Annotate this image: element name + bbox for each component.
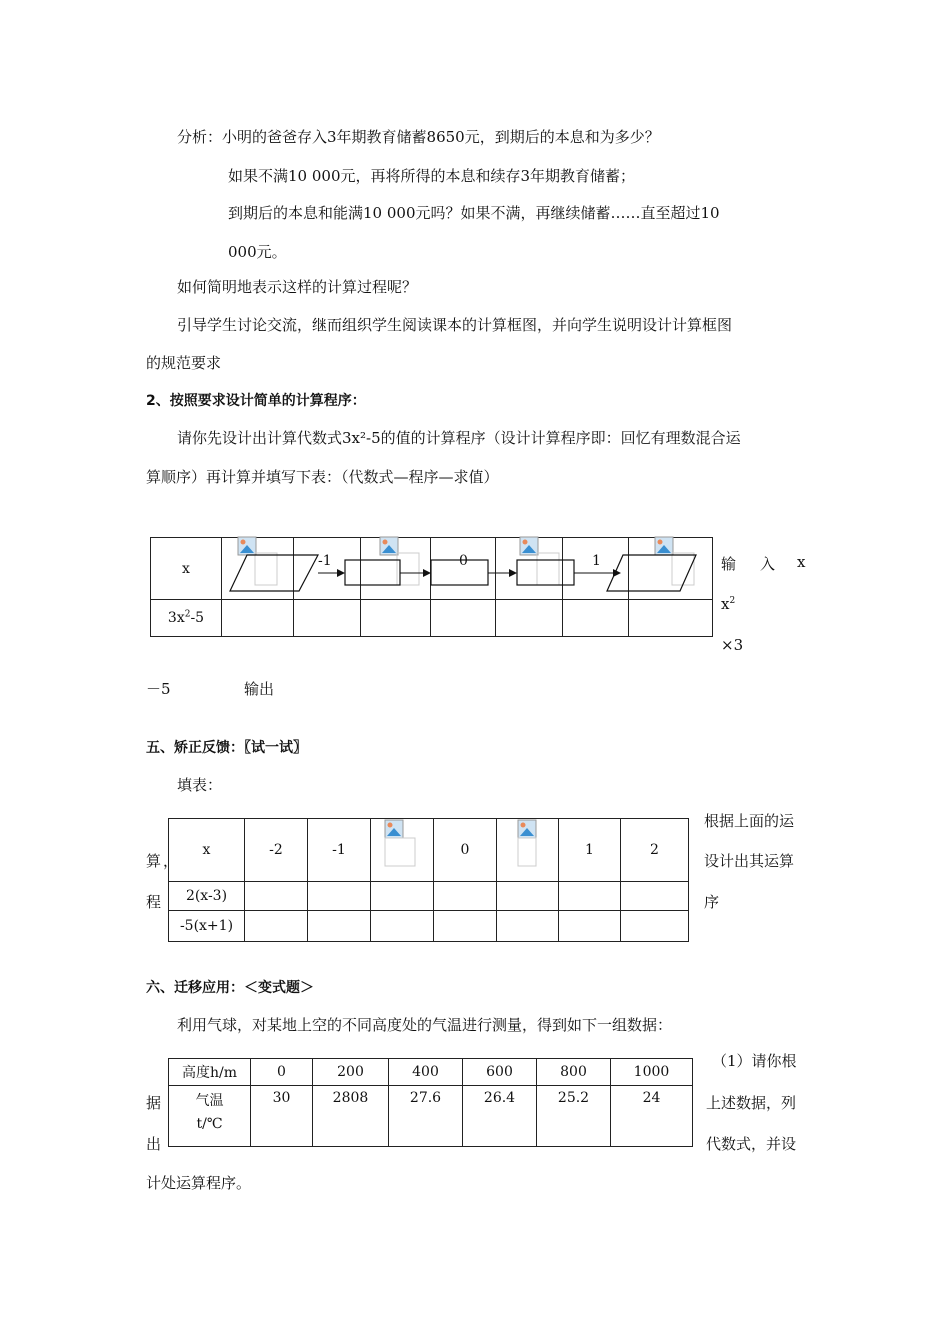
table2-row-label: 2(x-3) <box>169 882 245 911</box>
temp-value: 2808 <box>313 1086 389 1147</box>
height-label: 高度h/m <box>169 1059 251 1086</box>
section6-heading: 六、迁移应用：＜变式题＞ <box>146 980 314 996</box>
temp-value: 30 <box>251 1086 313 1147</box>
section5-left: 程 <box>146 893 162 911</box>
analysis-line-5: 如何简明地表示这样的计算过程呢？ <box>177 278 418 296</box>
image-placeholder-icon <box>518 820 536 838</box>
side-text: x <box>797 553 806 571</box>
side-text: $x^2$ <box>721 595 736 613</box>
analysis-line-1: 分析：小明的爸爸存入3年期教育储蓄8650元，到期后的本息和为多少？ <box>177 128 660 146</box>
table1-cell <box>294 600 361 637</box>
table1-cell <box>563 600 629 637</box>
table2-row-label: -5(x+1) <box>169 911 245 942</box>
temp-value: 27.6 <box>389 1086 463 1147</box>
image-placeholder-icon <box>655 537 673 555</box>
section5-fill: 填表： <box>177 776 223 794</box>
image-placeholder-icon <box>520 537 538 555</box>
height-value: 400 <box>389 1059 463 1086</box>
section2-para-2: 算顺序）再计算并填写下表：（代数式—程序—求值） <box>146 468 499 486</box>
table1-cell <box>431 600 496 637</box>
side-text: ×3 <box>721 636 744 654</box>
table2-images <box>380 818 540 870</box>
table2-header: 1 <box>559 819 621 882</box>
table1-cell <box>629 600 713 637</box>
section6-left: 出 <box>146 1135 162 1153</box>
section6-last: 计处运算程序。 <box>146 1174 252 1192</box>
table2-header: -2 <box>245 819 308 882</box>
process-box <box>517 560 574 585</box>
analysis-line-3: 到期后的本息和能满10 000元吗？如果不满，再继续储蓄……直至超过10 <box>228 204 720 222</box>
process-box <box>345 560 400 585</box>
section5-right: 设计出其运算 <box>704 852 795 870</box>
section6-left: 据 <box>146 1094 162 1112</box>
analysis-line-4: 000元。 <box>228 243 287 261</box>
image-placeholder-icon <box>238 537 256 555</box>
table2-header: 2 <box>621 819 689 882</box>
table1-x-label: x <box>151 538 222 600</box>
output-parallelogram <box>607 555 696 591</box>
temp-label: 气温 t/℃ <box>169 1086 251 1147</box>
analysis-line-7: 的规范要求 <box>146 354 222 372</box>
analysis-line-6: 引导学生讨论交流，继而组织学生阅读课本的计算框图，并向学生说明设计计算框图 <box>177 316 733 334</box>
side-text: 入 <box>760 555 776 573</box>
flow-label: -1 <box>318 553 332 569</box>
side-text: 输 <box>721 555 737 573</box>
temp-value: 24 <box>611 1086 693 1147</box>
section6-right: 代数式，并设 <box>706 1135 797 1153</box>
input-parallelogram <box>230 555 318 591</box>
table1-cell <box>222 600 294 637</box>
analysis-line-2: 如果不满10 000元，再将所得的本息和续存3年期教育储蓄； <box>228 167 636 185</box>
section6-para: 利用气球，对某地上空的不同高度处的气温进行测量，得到如下一组数据： <box>177 1016 673 1034</box>
section5-heading: 五、矫正反馈：〖试一试〗 <box>146 740 307 756</box>
section5-right: 根据上面的运 <box>704 812 795 830</box>
table2-header: 0 <box>434 819 497 882</box>
flow-label: 1 <box>592 553 601 569</box>
section2-heading: 2、按照要求设计简单的计算程序： <box>146 393 366 409</box>
side-text: －5 <box>146 680 171 698</box>
table2-header: x <box>169 819 245 882</box>
temp-value: 25.2 <box>537 1086 611 1147</box>
table2-header: -1 <box>308 819 371 882</box>
section6-right: 上述数据，列 <box>706 1094 797 1112</box>
image-placeholder-icon <box>380 537 398 555</box>
height-value: 800 <box>537 1059 611 1086</box>
section5-right: 序 <box>704 893 720 911</box>
table1-cell <box>361 600 431 637</box>
table1-row2-label: $3x^2-5$ <box>151 600 222 637</box>
flow-label: 0 <box>459 553 468 569</box>
section5-left: ， <box>163 852 179 870</box>
side-text: 输出 <box>244 680 275 698</box>
image-placeholder-icon <box>385 820 403 838</box>
table1-cell <box>496 600 563 637</box>
height-value: 1000 <box>611 1059 693 1086</box>
section2-para-1: 请你先设计出计算代数式3x²-5的值的计算程序（设计计算程序即：回忆有理数混合运 <box>177 429 741 447</box>
balloon-table <box>168 1058 693 1147</box>
height-value: 0 <box>251 1059 313 1086</box>
height-value: 200 <box>313 1059 389 1086</box>
flowchart <box>150 535 715 600</box>
section5-left: 算 <box>146 852 162 870</box>
temp-value: 26.4 <box>463 1086 537 1147</box>
height-value: 600 <box>463 1059 537 1086</box>
section6-right: （1）请你根 <box>712 1052 797 1070</box>
